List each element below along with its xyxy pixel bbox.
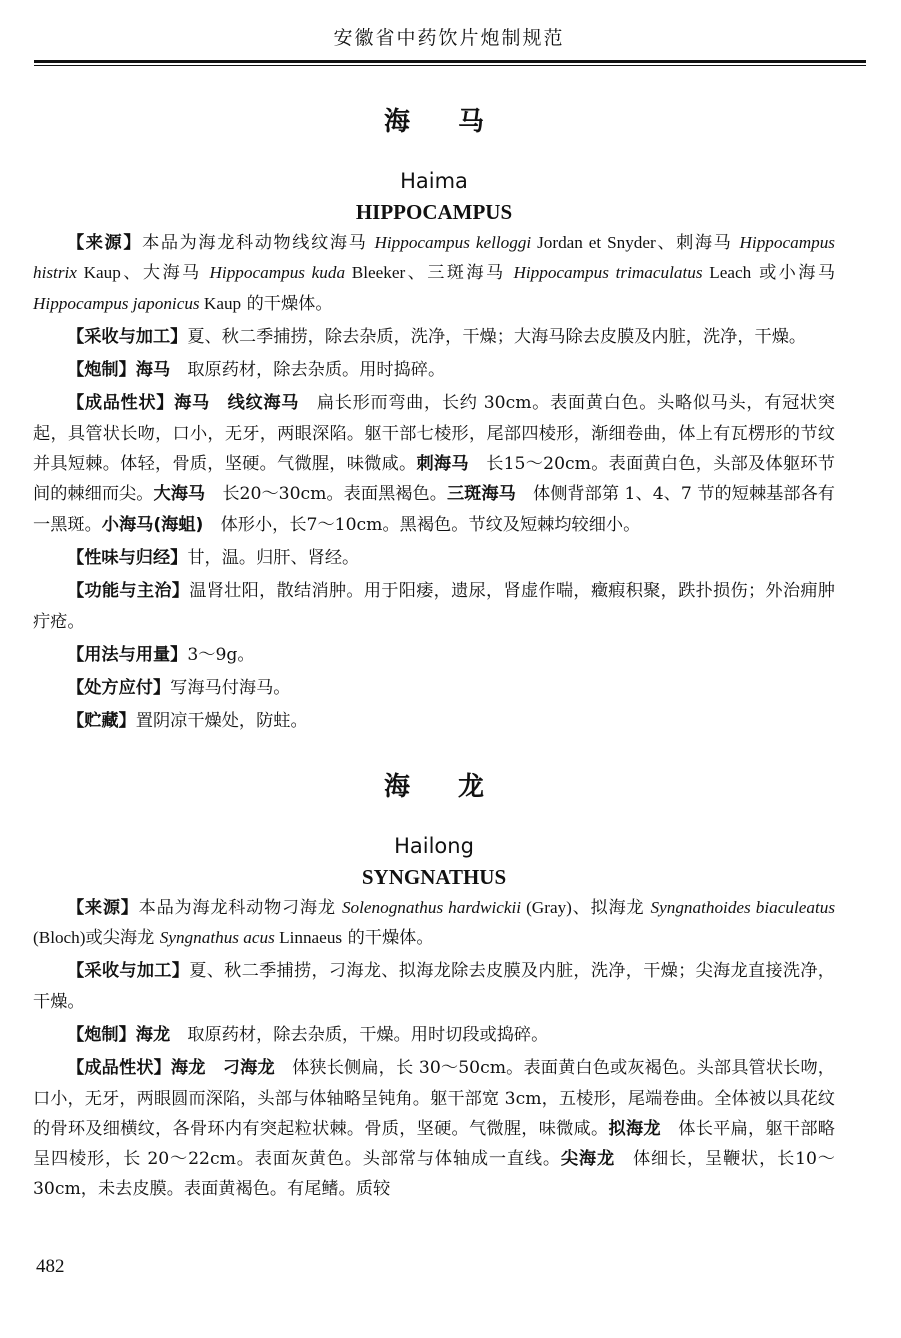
header-rule: [34, 60, 866, 63]
section-label: 【贮藏】: [67, 711, 136, 732]
monograph-pinyin: Haima: [400, 169, 468, 193]
monograph-haima: [33, 100, 835, 737]
section-harvest: [33, 322, 835, 352]
text: 的干燥体。: [241, 293, 333, 314]
section-text: 体细长，呈鞭状，长10～30cm，未去皮膜。表面黄褐色。有尾鳍。质较: [33, 1149, 835, 1200]
section-label: 【炮制】: [67, 1024, 136, 1045]
section-text: 体长平扁，躯干部略呈四棱形，长 20～22cm。表面灰黄色。头部常与体轴成一直线。: [33, 1118, 835, 1170]
text: 或小海马: [751, 263, 836, 284]
monograph-title: 海马: [383, 107, 532, 137]
section-source: [33, 893, 835, 954]
section-text: 写海马付海马。: [170, 678, 291, 699]
item-name: 大海马: [153, 484, 206, 505]
monograph-latin-name: HIPPOCAMPUS: [355, 200, 513, 224]
section-label: 【性味与归经】: [67, 547, 188, 568]
section-label: 【采收与加工】: [67, 961, 190, 982]
species-name: Hippocampus trimaculatus: [513, 263, 703, 283]
item-name: 刺海马: [416, 454, 469, 475]
species-name: Hippocampus kelloggi: [374, 233, 532, 252]
item-name: 小海马(海蛆): [101, 514, 204, 535]
section-dosage: [33, 640, 835, 670]
text: 、拟海龙: [571, 897, 651, 918]
running-header: 安徽省中药饮片炮制规范: [333, 27, 565, 49]
author: Leach: [702, 263, 752, 283]
item-name: 海马: [135, 360, 171, 381]
section-text: 体形小，长7～10cm。黑褐色。节纹及短棘均较细小。: [203, 514, 641, 535]
section-nature: [33, 543, 835, 573]
species-name: Hippocampus kuda: [209, 263, 346, 283]
section-text: 夏、秋二季捕捞，刁海龙、拟海龙除去皮膜及内脏，洗净，干燥；尖海龙直接洗净，干燥。: [33, 961, 835, 1012]
section-characters: [33, 1053, 835, 1204]
item-name: 刁海龙: [205, 1058, 275, 1079]
section-source: [33, 228, 835, 319]
monograph-pinyin: Hailong: [394, 833, 474, 858]
item-name: 三斑海马: [446, 484, 516, 505]
species-name: Syngnathoides biaculeatus: [650, 897, 836, 917]
section-processing: [33, 355, 835, 385]
species-name: Hippocampus japonicus: [33, 293, 200, 313]
section-characters: [33, 388, 835, 539]
section-text: 甘，温。归肝、肾经。: [187, 547, 360, 568]
text: 本品为海龙科动物线纹海马: [142, 233, 375, 253]
section-storage: [33, 706, 835, 736]
section-text: 体侧背部第 1、4、7 节的短棘基部各有一黑斑。: [33, 484, 835, 535]
section-harvest: [33, 956, 835, 1017]
monograph-hailong: [33, 765, 835, 1205]
header-rule-thin: [34, 65, 866, 66]
text: 、大海马: [120, 263, 210, 284]
item-name: 海龙: [170, 1058, 206, 1079]
author: Kaup: [199, 293, 242, 313]
section-label: 【用法与用量】: [67, 644, 188, 665]
section-label: 【采收与加工】: [67, 326, 188, 347]
section-text: 夏、秋二季捕捞，除去杂质，洗净，干燥；大海马除去皮膜及内脏，洗净，干燥。: [187, 326, 807, 347]
item-name: 拟海龙: [608, 1118, 661, 1139]
text: 的干燥体。: [342, 928, 434, 949]
section-text: 长20～30cm。表面黑褐色。: [205, 484, 447, 505]
text: 或尖海龙: [85, 928, 160, 949]
section-text: 取原药材，除去杂质，干燥。用时切段或捣碎。: [170, 1024, 549, 1045]
section-label: 【功能与主治】: [67, 581, 190, 602]
section-label: 【成品性状】: [67, 1058, 171, 1079]
section-text: 取原药材，除去杂质。用时捣碎。: [170, 360, 446, 381]
section-text: 长15～20cm。表面黄白色，头部及体躯环节间的棘细而尖。: [33, 454, 835, 505]
item-name: 线纹海马: [209, 393, 300, 414]
section-text: 3～9g。: [187, 644, 255, 665]
text: 、三斑海马: [405, 263, 514, 284]
page-number: 482: [36, 1256, 65, 1277]
section-functions: [33, 576, 835, 637]
section-label: 【处方应付】: [67, 678, 171, 699]
section-label: 【成品性状】: [67, 393, 175, 414]
section-processing: [33, 1020, 835, 1050]
item-name: 尖海龙: [560, 1149, 615, 1170]
text: 、刺海马: [655, 233, 740, 253]
section-text: 温肾壮阳，散结消肿。用于阳痿，遗尿，肾虚作喘，癥瘕积聚，跌扑损伤；外治痈肿疔疮。: [33, 581, 835, 632]
section-text: 体狭长侧扁，长 30～50cm。表面黄白色或灰褐色。头部具管状长吻，口小，无牙，两眼圆而深陷，头部与体轴略呈钝角。躯干部宽 3cm，五棱形，尾端卷曲。全体被以具花纹的骨环及细横纹，各骨环内有突起粒状棘。骨质，坚硬。气微腥，味微咸。: [33, 1058, 835, 1139]
author: Kaup: [76, 263, 121, 283]
author: Jordan et Snyder: [531, 233, 656, 252]
monograph-latin-name: SYNGNATHUS: [361, 864, 507, 889]
section-label: 【来源】: [67, 897, 139, 918]
author: Linnaeus: [274, 928, 343, 948]
section-prescription: [33, 673, 835, 703]
item-name: 海马: [174, 393, 210, 414]
section-label: 【炮制】: [67, 360, 136, 381]
author: Bleeker: [345, 263, 406, 283]
item-name: 海龙: [135, 1024, 171, 1045]
species-name: Hippocampus histrix: [33, 233, 835, 283]
section-text: 扁长形而弯曲，长约 30cm。表面黄白色。头略似马头，有冠状突起，具管状长吻，口小，无牙，两眼深陷。躯干部七棱形，尾部四棱形，渐细卷曲，体上有瓦楞形的节纹并具短棘。体轻，骨质，坚硬。气微腥，味微咸。: [33, 393, 835, 475]
text: 本品为海龙科动物刁海龙: [138, 897, 342, 918]
species-name: Solenognathus hardwickii: [341, 897, 522, 917]
author: (Bloch): [33, 928, 86, 948]
page-content: [33, 100, 835, 1205]
section-text: 置阴凉干燥处，防蛀。: [135, 711, 308, 732]
section-label: 【来源】: [67, 233, 143, 253]
author: (Gray): [521, 897, 572, 917]
species-name: Syngnathus acus: [159, 928, 275, 948]
monograph-title: 海龙: [383, 771, 532, 802]
